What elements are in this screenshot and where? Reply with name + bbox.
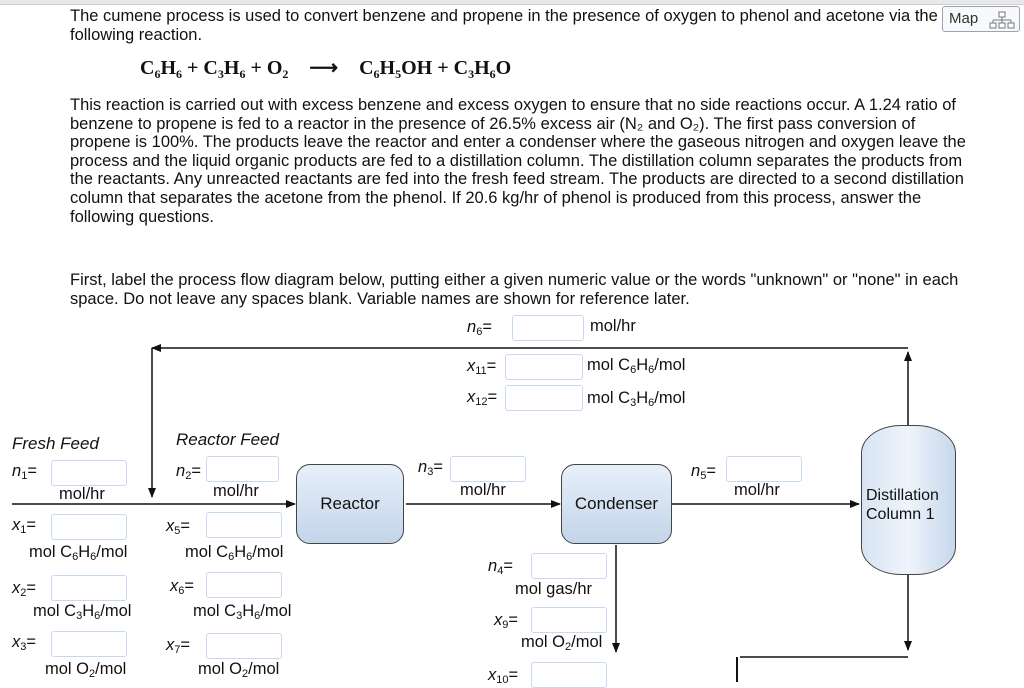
unit-subscript: 6	[648, 397, 655, 409]
unit-text: mol C	[193, 602, 237, 620]
subscript: 6	[373, 67, 380, 81]
n5-input[interactable]	[726, 456, 802, 482]
subscript: 6	[154, 67, 161, 81]
unit-subscript: 2	[89, 668, 96, 680]
var-equals: =	[486, 357, 497, 375]
var-symbol: x	[488, 666, 497, 684]
var-label	[494, 611, 518, 631]
x11-input[interactable]	[505, 354, 583, 380]
unit-text: mol C	[587, 356, 631, 374]
element-symbol: H	[474, 57, 490, 79]
var-label	[467, 318, 492, 338]
var-symbol: n	[691, 462, 701, 480]
var-symbol: x	[166, 636, 175, 654]
var-equals: =	[27, 462, 37, 480]
unit-text: /mol	[252, 543, 284, 561]
var-symbol: x	[467, 388, 476, 406]
subscript: 3	[217, 67, 224, 81]
x6-input[interactable]	[206, 572, 282, 598]
var-equals: =	[706, 462, 716, 480]
var-label	[12, 633, 36, 653]
var-label	[12, 516, 36, 536]
x5-unit	[185, 543, 283, 563]
equation-operator: +	[245, 57, 267, 79]
var-label	[176, 462, 201, 482]
element-symbol: C	[453, 57, 469, 79]
intro-text: The cumene process is used to convert benzene and propene in the presence of oxygen to phenol and acetone via the following reaction.	[70, 7, 938, 44]
unit-text: mol O	[198, 660, 243, 678]
var-subscript: 6	[476, 326, 483, 338]
unit-text: mol C	[185, 543, 229, 561]
unit-text: H	[636, 389, 649, 407]
unit-text: H	[636, 356, 649, 374]
column-label-line2: Column 1	[866, 506, 935, 523]
x7-unit	[198, 660, 279, 680]
element-symbol: OH	[401, 57, 433, 79]
var-label	[488, 557, 513, 577]
x9-unit	[521, 633, 602, 653]
x12-input[interactable]	[505, 385, 583, 411]
subscript: 5	[395, 67, 402, 81]
var-symbol: x	[494, 611, 503, 629]
var-subscript: 5	[700, 470, 707, 482]
n2-input[interactable]	[206, 456, 279, 482]
var-subscript: 9	[502, 619, 509, 631]
reactor-feed-heading: Reactor Feed	[176, 430, 279, 449]
unit-subscript: 2	[242, 668, 249, 680]
n3-unit: mol/hr	[460, 481, 506, 499]
x3-input[interactable]	[51, 631, 127, 657]
fresh-feed-heading: Fresh Feed	[12, 434, 99, 453]
element-symbol: H	[160, 57, 177, 79]
var-symbol: n	[176, 462, 186, 480]
unit-subscript: 3	[630, 397, 637, 409]
var-subscript: 1	[21, 470, 28, 482]
x3-unit	[45, 660, 126, 680]
n1-input[interactable]	[51, 460, 127, 486]
x11-unit	[587, 356, 685, 376]
n5-unit: mol/hr	[734, 481, 780, 499]
unit-text: mol C	[33, 602, 77, 620]
unit-subscript: 6	[94, 610, 101, 622]
n2-unit: mol/hr	[213, 482, 259, 500]
unit-subscript: 3	[236, 610, 243, 622]
var-label	[467, 357, 496, 377]
var-subscript: 4	[497, 565, 504, 577]
condenser-unit	[561, 464, 672, 544]
unit-subscript: 6	[254, 610, 261, 622]
unit-text: H	[234, 543, 247, 561]
n4-unit: mol gas/hr	[515, 580, 593, 598]
unit-text: H	[78, 543, 91, 561]
unit-text: H	[242, 602, 255, 620]
element-symbol: H	[223, 57, 240, 79]
subscript: 6	[176, 67, 183, 81]
var-label	[488, 666, 518, 686]
n1-unit: mol/hr	[59, 485, 105, 503]
var-subscript: 12	[475, 396, 488, 408]
unit-text: /mol	[100, 602, 132, 620]
equation-operator: +	[182, 57, 204, 79]
var-equals: =	[180, 636, 191, 654]
var-equals: =	[433, 458, 443, 476]
unit-subscript: 6	[90, 551, 97, 563]
var-symbol: n	[467, 318, 477, 336]
element-symbol: H	[379, 57, 396, 79]
var-label	[170, 577, 194, 597]
x12-unit	[587, 389, 685, 409]
var-label	[12, 579, 36, 599]
var-subscript: 6	[178, 585, 185, 597]
unit-text: mol C	[29, 543, 73, 561]
unit-text: /mol	[260, 602, 292, 620]
unit-subscript: 6	[648, 364, 655, 376]
var-symbol: x	[166, 517, 175, 535]
unit-subscript: 3	[76, 610, 83, 622]
var-subscript: 11	[475, 365, 487, 377]
var-subscript: 5	[174, 525, 181, 537]
var-equals: =	[508, 666, 519, 684]
subscript: 6	[489, 67, 496, 81]
map-button-label: Map	[949, 10, 979, 27]
x2-input[interactable]	[51, 575, 127, 601]
unit-subscript: 2	[565, 641, 572, 653]
unit-text: H	[82, 602, 95, 620]
x2-unit	[33, 602, 131, 622]
instructions: First, label the process flow diagram below, putting either a given numeric value or the words "unknown" or "none" in each space. Do not leave any spaces blank. Variable names are shown for reference later.	[70, 271, 959, 308]
var-label	[691, 462, 716, 482]
var-subscript: 3	[20, 641, 27, 653]
unit-text: mol C	[587, 389, 631, 407]
var-subscript: 3	[427, 466, 434, 478]
reaction-arrow: ⟶	[309, 57, 339, 79]
unit-text: /mol	[96, 543, 128, 561]
element-symbol: C	[140, 57, 155, 79]
var-equals: =	[508, 611, 519, 629]
var-symbol: x	[12, 579, 21, 597]
unit-text: mol O	[45, 660, 90, 678]
var-equals: =	[26, 579, 37, 597]
element-symbol: C	[203, 57, 218, 79]
n3-input[interactable]	[450, 456, 526, 482]
var-label	[467, 388, 497, 408]
problem-description: This reaction is carried out with excess benzene and excess oxygen to ensure that no side reactions occur. A 1.24 ratio of benzene to propene is fed to a reactor in the presence of 26.5% excess air (N₂ and O₂). The first pass conversion of propene is 100%. The products leave the reactor and enter a condenser where the gaseous nitrogen and oxygen leave the process and the liquid organic products are fed to a distillation column. The distillation column separates the products from the reactants. Any unreacted reactants are fed into the fresh feed stream. The products are directed to a second distillation column that separates the acetone from the phenol. If 20.6 kg/hr of phenol is produced from this process, answer the following questions.	[70, 96, 966, 226]
distillation-column-1	[861, 425, 956, 575]
var-symbol: x	[467, 357, 476, 375]
var-equals: =	[180, 517, 191, 535]
unit-subscript: 6	[72, 551, 79, 563]
column-label	[866, 486, 939, 524]
var-label	[166, 636, 190, 656]
var-equals: =	[26, 633, 37, 651]
x9-input[interactable]	[531, 607, 607, 633]
element-symbol: O	[495, 57, 512, 79]
var-symbol: x	[12, 516, 21, 534]
unit-text: /mol	[95, 660, 127, 678]
var-equals: =	[191, 462, 201, 480]
unit-text: /mol	[248, 660, 280, 678]
var-equals: =	[503, 557, 513, 575]
unit-text: /mol	[654, 389, 686, 407]
var-subscript: 10	[496, 674, 509, 686]
var-label	[12, 462, 37, 482]
equation-operator: +	[432, 57, 454, 79]
var-subscript: 2	[20, 587, 27, 599]
x6-unit	[193, 602, 291, 622]
unit-text: /mol	[571, 633, 603, 651]
reactor-unit	[296, 464, 404, 544]
var-equals: =	[26, 516, 37, 534]
subscript: 3	[468, 67, 475, 81]
var-subscript: 2	[185, 470, 192, 482]
var-equals: =	[487, 388, 498, 406]
subscript: 6	[239, 67, 246, 81]
var-symbol: n	[418, 458, 428, 476]
unit-text: /mol	[654, 356, 686, 374]
var-symbol: n	[12, 462, 22, 480]
condenser-label: Condenser	[574, 494, 659, 513]
var-equals: =	[184, 577, 195, 595]
var-symbol: n	[488, 557, 498, 575]
x1-unit	[29, 543, 127, 563]
x7-input[interactable]	[206, 633, 282, 659]
unit-text: mol O	[521, 633, 566, 651]
x10-input[interactable]	[531, 662, 607, 688]
var-symbol: x	[170, 577, 179, 595]
unit-subscript: 6	[630, 364, 637, 376]
var-subscript: 1	[20, 524, 27, 536]
n4-input[interactable]	[531, 553, 607, 579]
subscript: 2	[282, 67, 289, 81]
var-label	[166, 517, 190, 537]
element-symbol: O	[266, 57, 283, 79]
element-symbol: C	[359, 57, 374, 79]
var-label	[418, 458, 443, 478]
var-subscript: 7	[174, 644, 181, 656]
var-equals: =	[482, 318, 492, 336]
unit-subscript: 6	[228, 551, 235, 563]
reactor-label: Reactor	[320, 494, 380, 513]
x5-input[interactable]	[206, 512, 282, 538]
column-label-line1: Distillation	[866, 487, 939, 504]
var-symbol: x	[12, 633, 21, 651]
x1-input[interactable]	[51, 514, 127, 540]
n6-input[interactable]	[512, 315, 584, 341]
unit-subscript: 6	[246, 551, 253, 563]
n6-unit: mol/hr	[590, 317, 636, 335]
